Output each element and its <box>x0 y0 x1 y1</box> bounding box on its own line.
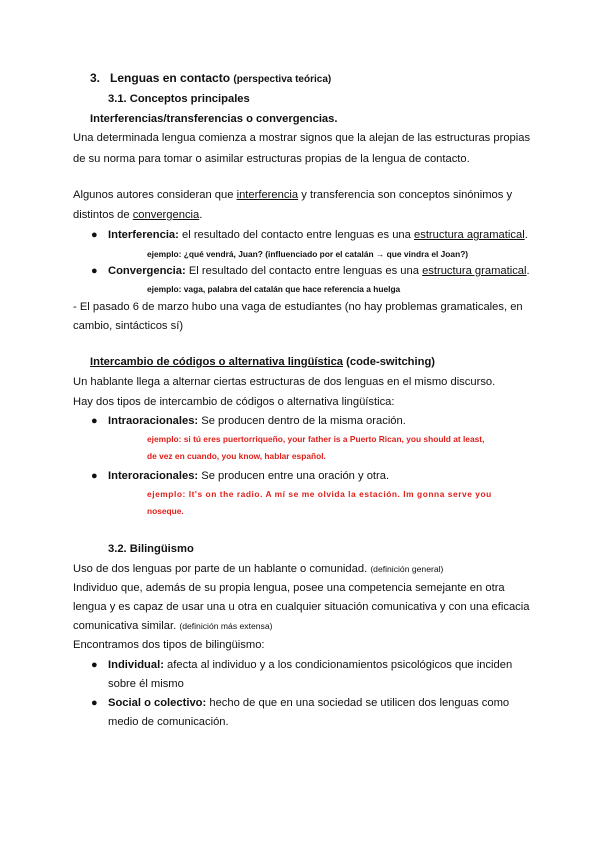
list-item-individual: Individual: afecta al individuo y a los condicionamientos psicológicos que inciden <box>108 659 513 671</box>
list-item-convergencia: Convergencia: El resultado del contacto entre lenguas es una estructura gramatical. <box>108 265 530 277</box>
definition-general: Uso de dos lenguas por parte de un hablante o comunidad. (definición general) <box>73 563 444 575</box>
bullet-dot: ● <box>91 415 98 427</box>
note-line-1: - El pasado 6 de marzo hubo una vaga de estudiantes (no hay problemas gramaticales, en <box>73 301 523 313</box>
note-line-2: cambio, sintácticos sí) <box>73 320 184 332</box>
definition-extended-line-1: Individuo que, además de su propia lengua, posee una competencia semejante en otra <box>73 582 505 594</box>
section-subtitle: (perspectiva teórica) <box>233 74 332 85</box>
paragraph-2-line-1: Algunos autores consideran que interferencia y transferencia son conceptos sinónimos y <box>73 189 513 201</box>
list-item-interoracionales: Interoracionales: Se producen entre una oración y otra. <box>108 470 390 482</box>
section-number: 3. <box>90 71 101 85</box>
paragraph-2-line-2: distintos de convergencia. <box>73 209 203 221</box>
bullet-dot: ● <box>91 659 98 671</box>
section-title: Lenguas en contacto <box>110 71 231 85</box>
example-interferencia: ejemplo: ¿qué vendrá, Juan? (influenciado por el catalán → que vindra el Joan?) <box>147 249 469 259</box>
example-interoracionales-line-2: noseque. <box>147 506 184 516</box>
paragraph-1-line-1: Una determinada lengua comienza a mostrar signos que la alejan de las estructuras propias <box>73 132 531 144</box>
term-convergencia: convergencia <box>132 209 200 221</box>
bullet-dot: ● <box>91 265 98 277</box>
example-intraoracionales-line-2: de vez en cuando, you know, hablar español. <box>147 451 326 461</box>
types-intro: Encontramos dos tipos de bilingüismo: <box>73 639 265 651</box>
example-interoracionales-line-1: ejemplo: It's on the radio. A mí se me olvida la estación. Im gonna serve you <box>147 489 492 499</box>
interferencias-heading: Interferencias/transferencias o convergencias. <box>90 113 338 125</box>
example-intraoracionales-line-1: ejemplo: si tú eres puertorriqueño, your father is a Puerto Rican, you should at least, <box>147 434 485 444</box>
paragraph-1-line-2: de su norma para tomar o asimilar estructuras propias de la lengua de contacto. <box>73 153 470 165</box>
bullet-dot: ● <box>91 470 98 482</box>
term-interferencia: interferencia <box>236 189 299 201</box>
example-convergencia: ejemplo: vaga, palabra del catalán que hace referencia a huelga <box>147 284 401 294</box>
subsection-title-3-2: 3.2. Bilingüismo <box>108 543 194 555</box>
bullet-dot: ● <box>91 697 98 709</box>
codeswitch-heading: Intercambio de códigos o alternativa lingüística (code-switching) <box>90 356 436 368</box>
codeswitch-line-1: Un hablante llega a alternar ciertas estructuras de dos lenguas en el mismo discurso. <box>73 376 496 388</box>
definition-extended-line-3: comunicativa similar. (definición más extensa) <box>73 620 273 632</box>
list-item-interferencia: Interferencia: el resultado del contacto entre lenguas es una estructura agramatical. <box>108 229 528 241</box>
codeswitch-line-2: Hay dos tipos de intercambio de códigos o alternativa lingüística: <box>73 396 395 408</box>
definition-extended-line-2: lengua y es capaz de usar una u otra en cualquier situación comunicativa y con una eficacia <box>73 601 530 613</box>
definition-general-note: (definición general) <box>370 564 444 574</box>
section-heading <box>90 71 331 87</box>
definition-extended-note: (definición más extensa) <box>179 621 273 631</box>
list-item-individual-line-2: sobre él mismo <box>108 678 184 690</box>
list-item-intraoracionales: Intraoracionales: Se producen dentro de la misma oración. <box>108 415 406 427</box>
list-item-social-line-2: medio de comunicación. <box>108 716 229 728</box>
bullet-dot: ● <box>91 229 98 241</box>
list-item-social: Social o colectivo: hecho de que en una sociedad se utilicen dos lenguas como <box>108 697 510 709</box>
subsection-title-3-1: 3.1. Conceptos principales <box>108 93 250 105</box>
